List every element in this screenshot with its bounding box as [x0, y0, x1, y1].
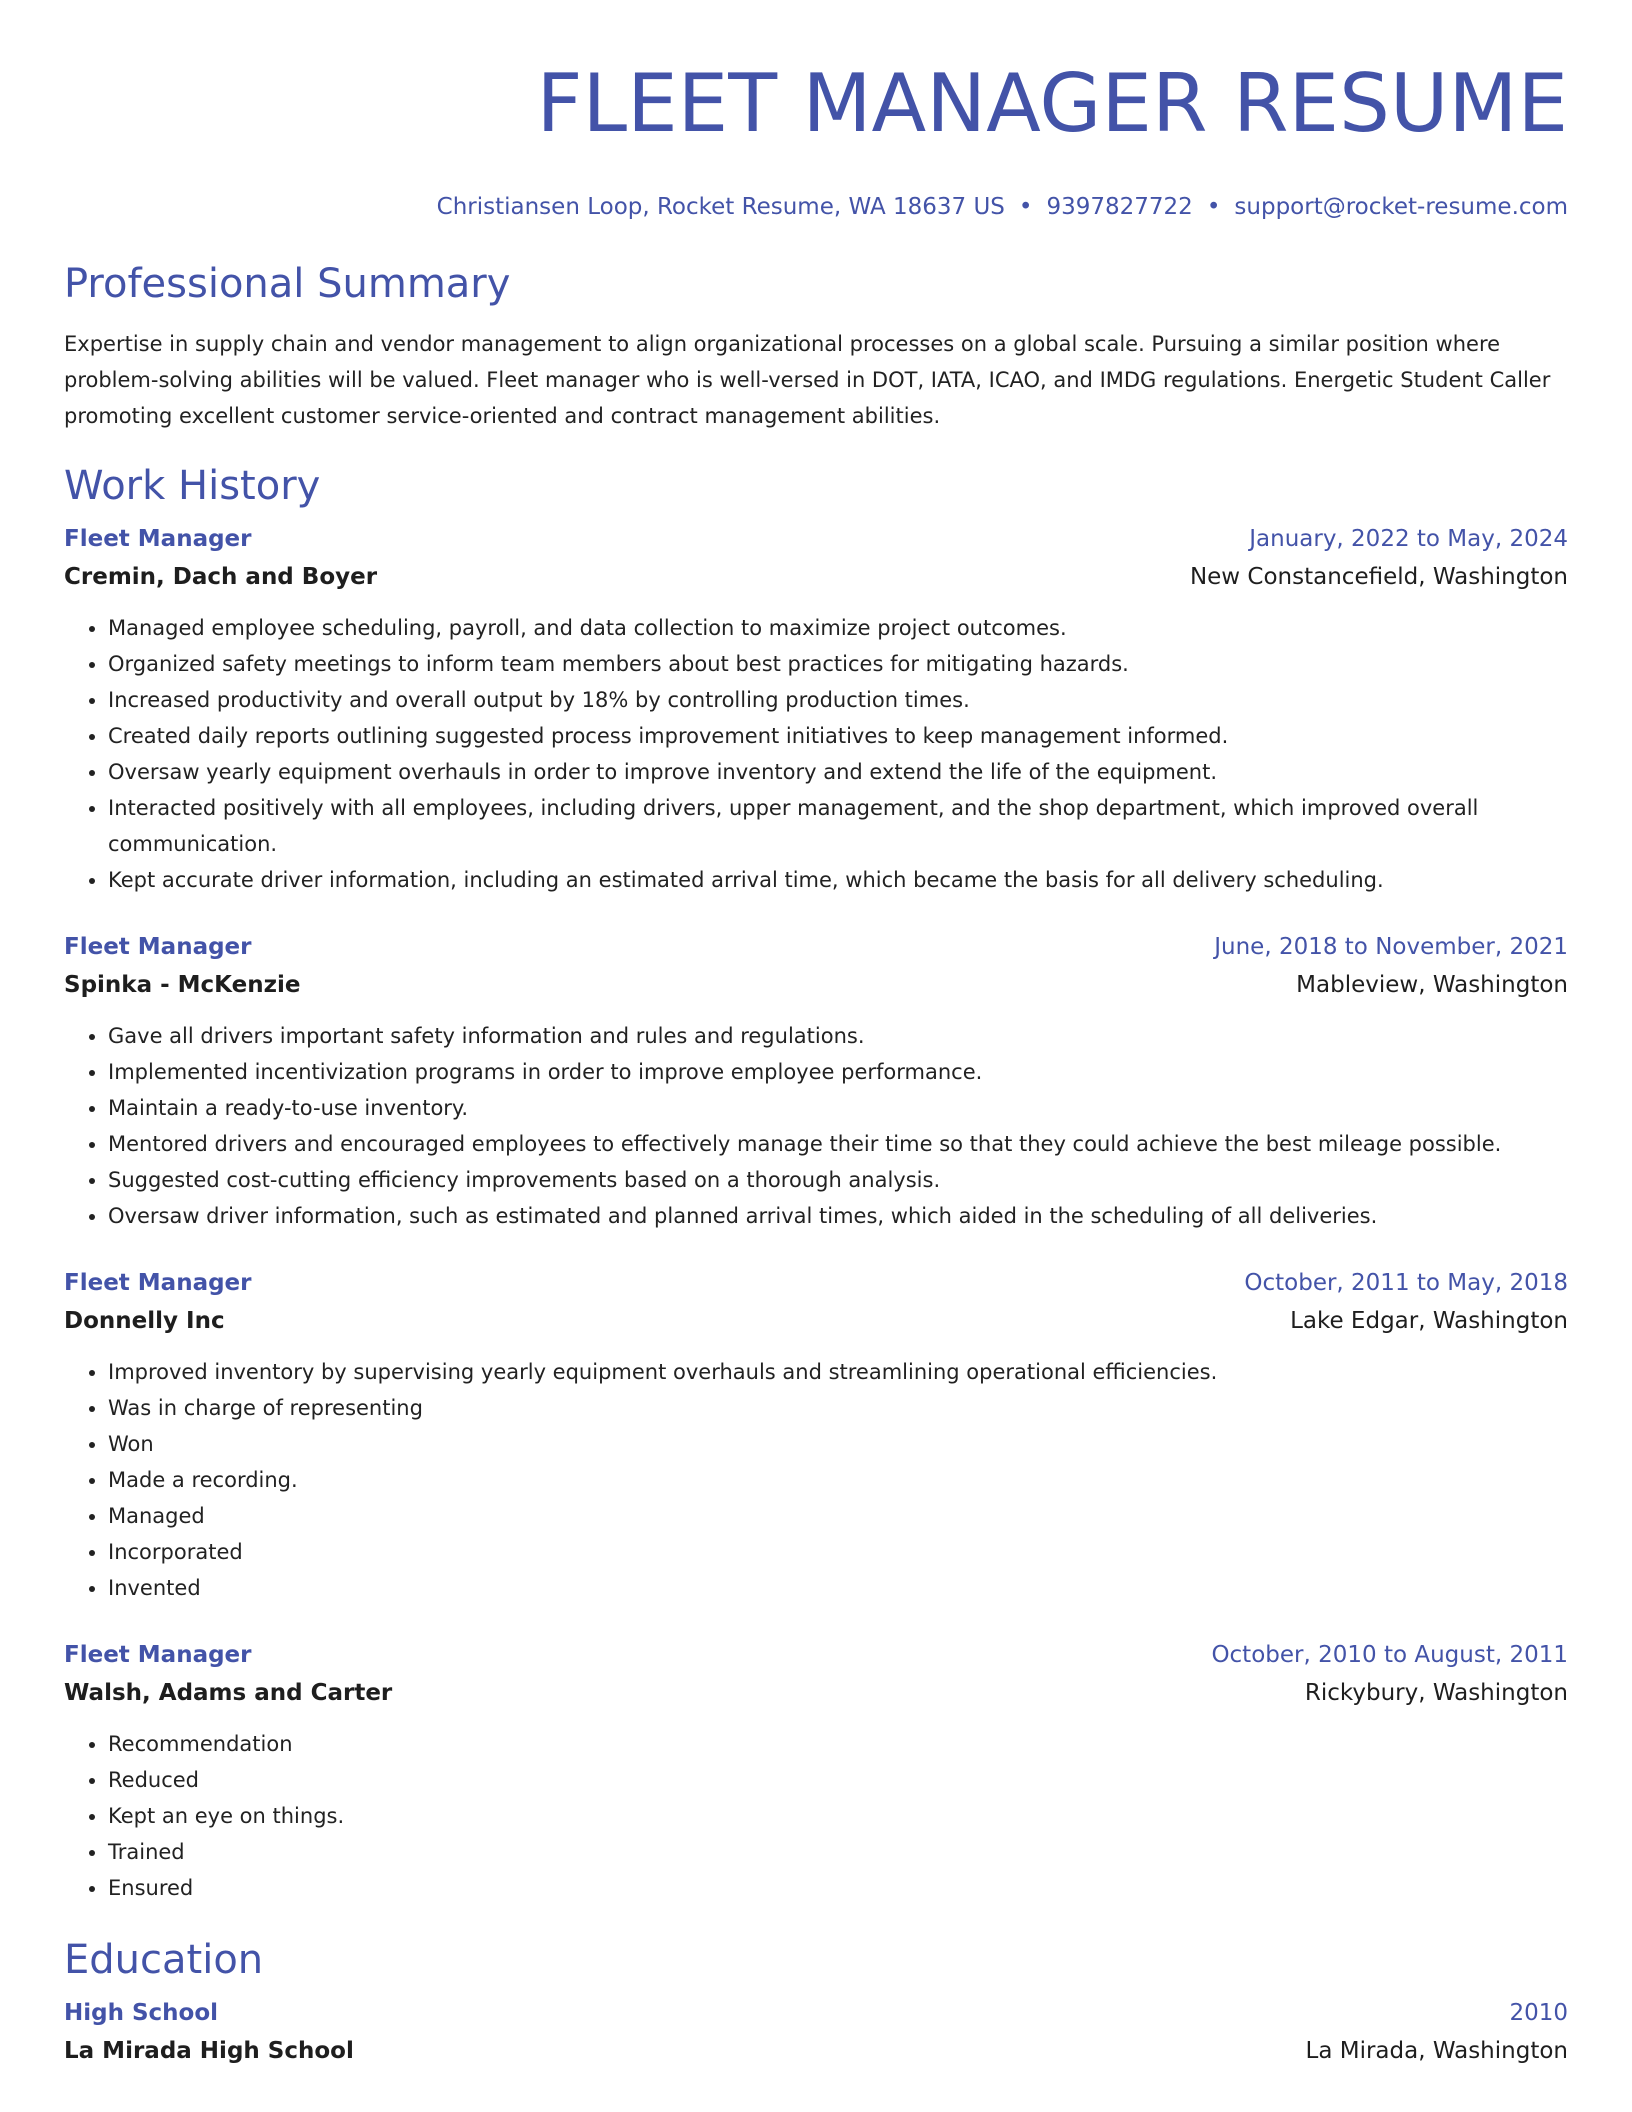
job-location: Rickybury, Washington	[1304, 1680, 1568, 1706]
job-dates: October, 2010 to August, 2011	[1211, 1642, 1568, 1668]
resume-page	[64, 0, 1568, 2070]
job-location: New Constancefield, Washington	[1189, 564, 1568, 590]
job-header-row	[64, 928, 1568, 966]
job-header-row	[64, 1264, 1568, 1302]
job-company-row	[64, 558, 1568, 596]
education-location: La Mirada, Washington	[1305, 2038, 1568, 2064]
job-bullet: • Ensured	[108, 1870, 1568, 1906]
job-company-row	[64, 1302, 1568, 1340]
contact-email: support@rocket-resume.com	[1234, 194, 1568, 220]
contact-separator: •	[1018, 194, 1033, 220]
job-dates: January, 2022 to May, 2024	[1249, 526, 1568, 552]
job-entry	[64, 1636, 1568, 1906]
job-company: Walsh, Adams and Carter	[64, 1680, 393, 1706]
education-degree: High School	[64, 2000, 219, 2026]
job-spacer	[64, 1606, 1568, 1636]
job-bullet: • Trained	[108, 1834, 1568, 1870]
job-bullets	[64, 610, 1568, 898]
job-bullet: • Was in charge of representing	[108, 1390, 1568, 1426]
job-company: Spinka - McKenzie	[64, 972, 301, 998]
job-bullet: • Reduced	[108, 1762, 1568, 1798]
job-bullet: • Implemented incentivization programs in order to improve employee performance.	[108, 1054, 1568, 1090]
education-school: La Mirada High School	[64, 2038, 354, 2064]
job-bullets	[64, 1354, 1568, 1606]
job-location: Mableview, Washington	[1296, 972, 1568, 998]
job-bullet: • Increased productivity and overall output by 18% by controlling production times.	[108, 682, 1568, 718]
job-location: Lake Edgar, Washington	[1290, 1308, 1568, 1334]
education-list	[64, 1994, 1568, 2070]
job-bullet: • Oversaw driver information, such as estimated and planned arrival times, which aided in the scheduling of all deliveries.	[108, 1198, 1568, 1234]
contact-line	[64, 192, 1568, 222]
job-title: Fleet Manager	[64, 1270, 252, 1296]
job-dates: October, 2011 to May, 2018	[1244, 1270, 1568, 1296]
education-entry	[64, 1994, 1568, 2070]
job-bullet: • Recommendation	[108, 1726, 1568, 1762]
job-bullet: • Incorporated	[108, 1534, 1568, 1570]
job-header-row	[64, 520, 1568, 558]
job-bullet: • Improved inventory by supervising yearly equipment overhauls and streamlining operational efficiencies.	[108, 1354, 1568, 1390]
job-company: Cremin, Dach and Boyer	[64, 564, 378, 590]
job-bullet: • Organized safety meetings to inform team members about best practices for mitigating hazards.	[108, 646, 1568, 682]
job-bullets	[64, 1018, 1568, 1234]
job-bullet: • Interacted positively with all employees, including drivers, upper management, and the shop department, which improved overall communication.	[108, 790, 1568, 862]
education-year: 2010	[1509, 2000, 1568, 2026]
job-bullet: • Maintain a ready-to-use inventory.	[108, 1090, 1568, 1126]
job-bullet: • Created daily reports outlining suggested process improvement initiatives to keep management informed.	[108, 718, 1568, 754]
job-entry	[64, 520, 1568, 898]
work-history-list	[64, 520, 1568, 1906]
job-bullet: • Gave all drivers important safety information and rules and regulations.	[108, 1018, 1568, 1054]
summary-text: Expertise in supply chain and vendor management to align organizational processes on a global scale. Pursuing a similar position where problem-solving abilities will be valued. Fleet manager who is well-versed in DOT, IATA, ICAO, and IMDG regulations. Energetic Student Caller promoting excellent customer service-oriented and contract management abilities.	[64, 332, 1551, 428]
job-header-row	[64, 1636, 1568, 1674]
job-title: Fleet Manager	[64, 934, 252, 960]
job-bullet: • Won	[108, 1426, 1568, 1462]
job-bullet: • Kept an eye on things.	[108, 1798, 1568, 1834]
job-spacer	[64, 1234, 1568, 1264]
contact-phone: 9397827722	[1046, 194, 1193, 220]
job-bullet: • Oversaw yearly equipment overhauls in order to improve inventory and extend the life of the equipment.	[108, 754, 1568, 790]
work-history-heading: Work History	[64, 463, 321, 509]
contact-separator: •	[1206, 194, 1221, 220]
job-bullet: • Kept accurate driver information, including an estimated arrival time, which became the basis for all delivery scheduling.	[108, 862, 1568, 898]
job-company: Donnelly Inc	[64, 1308, 225, 1334]
job-spacer	[64, 898, 1568, 928]
education-heading: Education	[64, 1937, 264, 1983]
contact-address: Christiansen Loop, Rocket Resume, WA 18637 US	[436, 194, 1005, 220]
job-bullet: • Managed employee scheduling, payroll, and data collection to maximize project outcomes.	[108, 610, 1568, 646]
job-title: Fleet Manager	[64, 1642, 252, 1668]
job-bullets	[64, 1726, 1568, 1906]
job-company-row	[64, 1674, 1568, 1712]
job-company-row	[64, 966, 1568, 1004]
job-bullet: • Made a recording.	[108, 1462, 1568, 1498]
summary-heading: Professional Summary	[64, 261, 511, 307]
job-entry	[64, 928, 1568, 1234]
job-bullet: • Managed	[108, 1498, 1568, 1534]
job-bullet: • Suggested cost-cutting efficiency improvements based on a thorough analysis.	[108, 1162, 1568, 1198]
job-bullet: • Invented	[108, 1570, 1568, 1606]
resume-title: FLEET MANAGER RESUME	[536, 57, 1568, 150]
job-entry	[64, 1264, 1568, 1606]
education-school-row	[64, 2032, 1568, 2070]
job-dates: June, 2018 to November, 2021	[1214, 934, 1568, 960]
job-bullet: • Mentored drivers and encouraged employees to effectively manage their time so that they could achieve the best mileage possible.	[108, 1126, 1568, 1162]
education-header-row	[64, 1994, 1568, 2032]
job-title: Fleet Manager	[64, 526, 252, 552]
